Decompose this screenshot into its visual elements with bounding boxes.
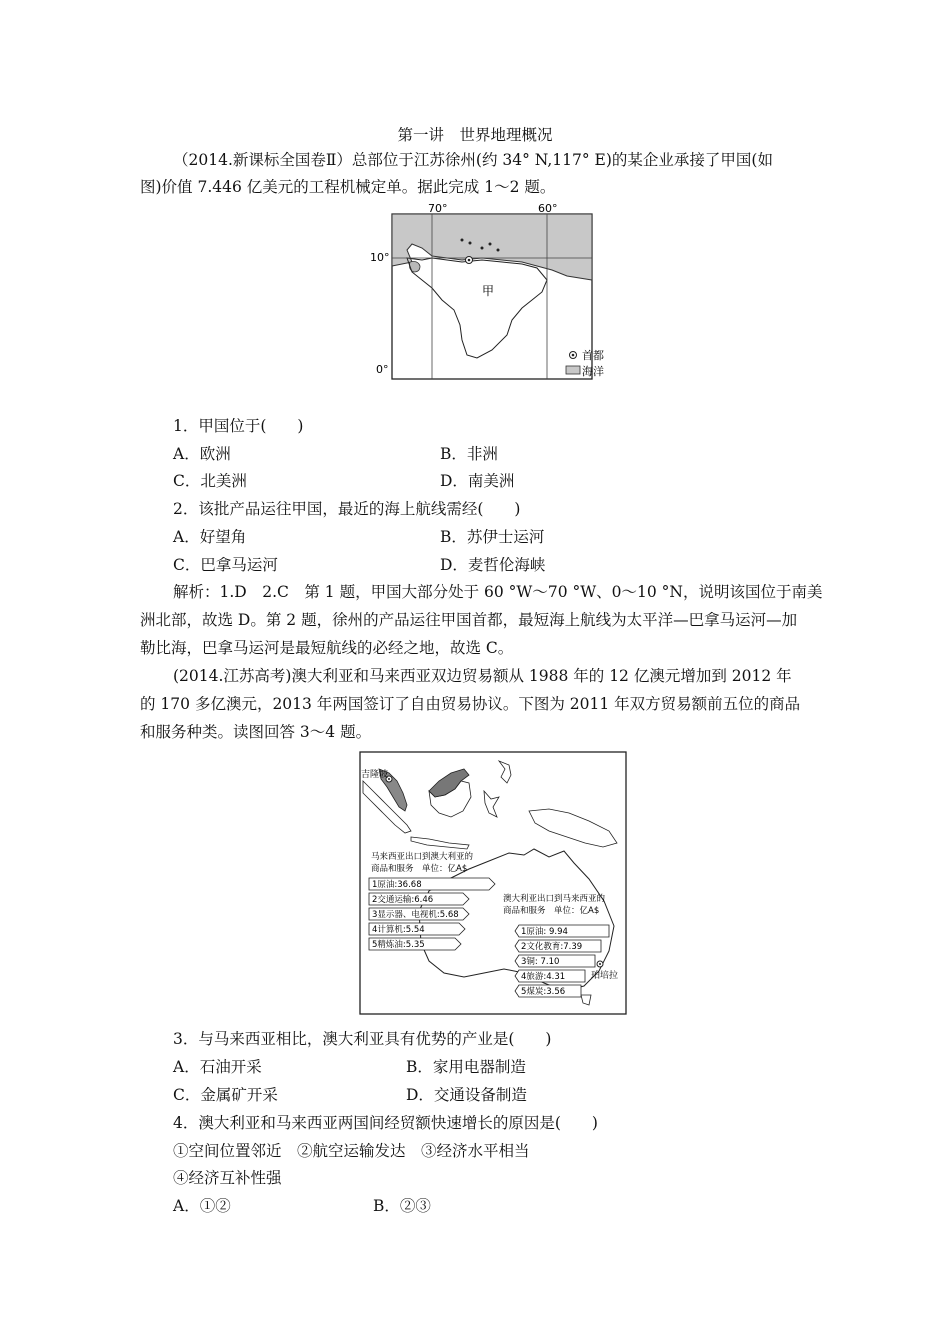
lon-70-label: 70° <box>428 202 448 215</box>
intro1-line-1: （2014.新课标全国卷Ⅱ）总部位于江苏徐州(约 34° N,117° E)的某企业承接了甲国(如 <box>173 151 773 169</box>
q3-option-a: A．石油开采 <box>173 1058 262 1076</box>
my-export-title-2: 商品和服务 单位：亿A$ <box>371 864 468 874</box>
q1-option-a: A．欧洲 <box>173 445 231 463</box>
map-australia-malaysia-trade <box>359 751 629 1016</box>
q1-option-c: C．北美洲 <box>173 472 247 490</box>
q4-stem: 4．澳大利亚和马来西亚两国间经贸额快速增长的原因是( ) <box>173 1114 598 1132</box>
au-export-title-2: 商品和服务 单位：亿A$ <box>503 906 600 916</box>
q1-option-d: D．南美洲 <box>440 472 515 490</box>
intro2-line-1: (2014.江苏高考)澳大利亚和马来西亚双边贸易额从 1988 年的 12 亿澳元增加到 2012 年 <box>173 667 792 685</box>
map-country-jia <box>362 200 624 380</box>
my-export-item-4: 4计算机:5.54 <box>372 925 425 935</box>
au-export-item-5: 5煤炭:3.56 <box>521 987 566 997</box>
q4-choices-line-2: ④经济互补性强 <box>173 1169 282 1187</box>
intro1-line-2: 图)价值 7.446 亿美元的工程机械定单。据此完成 1～2 题。 <box>140 178 556 196</box>
my-export-item-1: 1原油:36.68 <box>372 880 422 890</box>
q3-option-b: B．家用电器制造 <box>406 1058 526 1076</box>
intro2-line-3: 和服务种类。读图回答 3～4 题。 <box>140 723 372 741</box>
my-export-title-1: 马来西亚出口到澳大利亚的 <box>371 852 474 862</box>
lon-60-label: 60° <box>538 202 558 215</box>
intro2-line-2: 的 170 多亿澳元，2013 年两国签订了自由贸易协议。下图为 2011 年双方贸易额前五位的商品 <box>140 695 801 713</box>
ocean-legend-icon <box>566 366 580 374</box>
my-export-item-3: 3显示器、电视机:5.68 <box>372 910 459 920</box>
au-export-item-1: 1原油: 9.94 <box>521 927 568 937</box>
q4-choices-line-1: ①空间位置邻近 ②航空运输发达 ③经济水平相当 <box>173 1142 530 1160</box>
au-export-item-3: 3铜: 7.10 <box>521 957 560 967</box>
q4-option-b: B．②③ <box>373 1197 431 1215</box>
country-label: 甲 <box>482 284 495 298</box>
analysis-line-3: 勒比海，巴拿马运河是最短航线的必经之地，故选 C。 <box>140 639 514 657</box>
legend-capital-label: 首都 <box>582 349 604 362</box>
my-export-item-2: 2交通运输:6.46 <box>372 895 434 905</box>
q1-stem: 1．甲国位于( ) <box>173 417 304 435</box>
my-export-item-5: 5精炼油:5.35 <box>372 940 425 950</box>
city-kuala-lumpur-label: 吉隆坡 <box>361 770 389 780</box>
q2-option-d: D．麦哲伦海峡 <box>440 556 546 574</box>
analysis-line-1: 解析：1.D 2.C 第 1 题，甲国大部分处于 60 °W～70 °W、0～10 °N，说明该国位于南美 <box>173 583 823 601</box>
city-canberra-label: 珀培拉 <box>591 971 619 981</box>
q3-option-d: D．交通设备制造 <box>406 1086 527 1104</box>
au-export-title-1: 澳大利亚出口到马来西亚的 <box>503 894 606 904</box>
q4-option-a: A．①② <box>173 1197 231 1215</box>
legend-ocean-label: 海洋 <box>582 365 604 378</box>
q3-stem: 3．与马来西亚相比，澳大利亚具有优势的产业是( ) <box>173 1030 552 1048</box>
q1-option-b: B．非洲 <box>440 445 498 463</box>
au-export-item-4: 4旅游:4.31 <box>521 972 566 982</box>
au-export-item-2: 2文化教育:7.39 <box>521 942 583 952</box>
q2-stem: 2．该批产品运往甲国，最近的海上航线需经( ) <box>173 500 521 518</box>
q3-option-c: C．金属矿开采 <box>173 1086 278 1104</box>
analysis-line-2: 洲北部，故选 D。第 2 题，徐州的产品运往甲国首都，最短海上航线为太平洋—巴拿马运河—加 <box>140 611 798 629</box>
q2-option-b: B．苏伊士运河 <box>440 528 545 546</box>
lat-10-label: 10° <box>370 251 390 264</box>
page-title: 第一讲 世界地理概况 <box>397 126 553 144</box>
lat-0-label: 0° <box>376 363 389 376</box>
q2-option-a: A．好望角 <box>173 528 247 546</box>
q2-option-c: C．巴拿马运河 <box>173 556 278 574</box>
